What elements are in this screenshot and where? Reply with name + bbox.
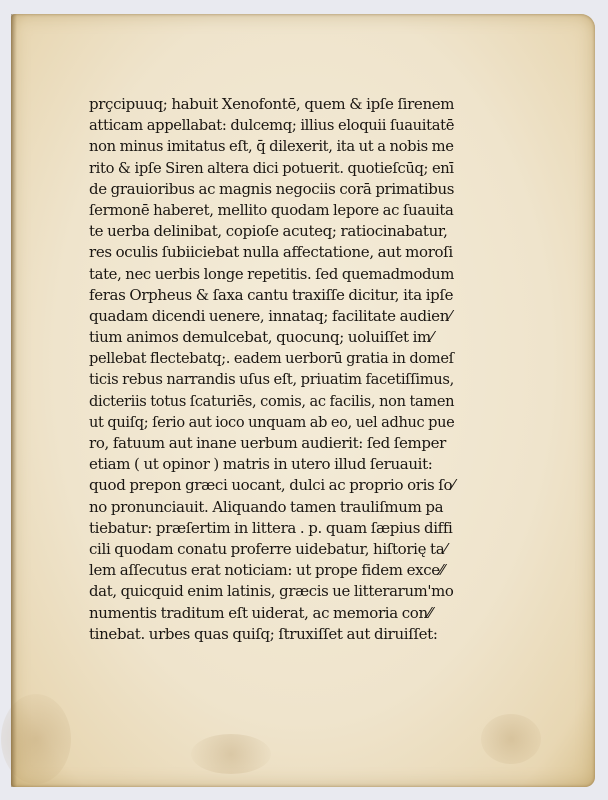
text-line: tate, nec uerbis longe repetitis. ſed quemadmodum <box>89 264 455 283</box>
text-line: prҫcipuuq; habuit Xenofontē, quem & ipſe ſirenem <box>89 95 455 113</box>
text-line: ro, fatuum aut inane uerbum audierit: ſed ſemper <box>89 434 446 452</box>
text-line: rito & ipſe Siren altera dici potuerit. quotieſcūq; enī <box>89 158 454 177</box>
text-line: dicteriis totus ſcaturiēs, comis, ac facilis, non tamen <box>89 391 455 410</box>
text-line: ticis rebus narrandis uſus eſt, priuatim facetiſſimus, <box>89 370 454 389</box>
text-line: cili quodam conatu proferre uidebatur, hiſtorię ta⁄ <box>89 539 447 558</box>
text-block <box>89 94 459 645</box>
foxing-stain <box>191 734 271 774</box>
text-line: quod prepon græci uocant, dulci ac proprio oris ſo⁄ <box>89 476 455 495</box>
text-line: ut quiſq; ſerio aut ioco unquam ab eo, uel adhuc pue <box>89 412 455 431</box>
text-line: pellebat flectebatq;. eadem uerborū gratia in domeſ <box>89 349 454 368</box>
text-line: de grauioribus ac magnis negociis corā primatibus <box>89 179 455 198</box>
text-line: numentis traditum eſt uiderat, ac memoria con⁄⁄ <box>89 603 433 622</box>
printed-leaf <box>11 14 595 787</box>
text-line: ſermonē haberet, mellito quodam lepore ac ſuauita <box>89 200 454 219</box>
foxing-stain <box>481 714 541 764</box>
text-line: res oculis ſubiiciebat nulla affectatione, aut moroſi <box>89 243 453 262</box>
text-line: quadam dicendi uenere, innataq; facilitate audien⁄ <box>89 306 452 325</box>
text-line: tinebat. urbes quas quiſq; ſtruxiſſet aut diruiſſet: <box>89 624 438 643</box>
foxing-stain <box>1 694 71 784</box>
text-line: no pronunciauit. Aliquando tamen trauliſmum pa <box>89 497 444 516</box>
text-line: feras Orpheus & ſaxa cantu traxiſſe dicitur, ita ipſe <box>89 285 454 304</box>
text-line: dat, quicquid enim latinis, græcis ue litterarum'mo <box>89 582 454 601</box>
text-line: etiam ( ut opinor ) matris in utero illud ſeruauit: <box>89 455 433 474</box>
text-line: te uerba delinibat, copioſe acuteq; ratiocinabatur, <box>89 222 448 241</box>
text-line: atticam appellabat: dulcemq; illius eloquii ſuauitatē <box>89 116 455 135</box>
text-line: non minus imitatus eſt, q̄ dilexerit, ita ut a nobis me <box>89 137 454 156</box>
text-line: lem aſſecutus erat noticiam: ut prope fidem exce⁄⁄ <box>89 561 445 580</box>
text-line: tium animos demulcebat, quocunq; uoluiſſet im⁄ <box>89 328 434 347</box>
text-line: tiebatur: præſertim in littera . p. quam ſæpius diffi <box>89 518 453 537</box>
